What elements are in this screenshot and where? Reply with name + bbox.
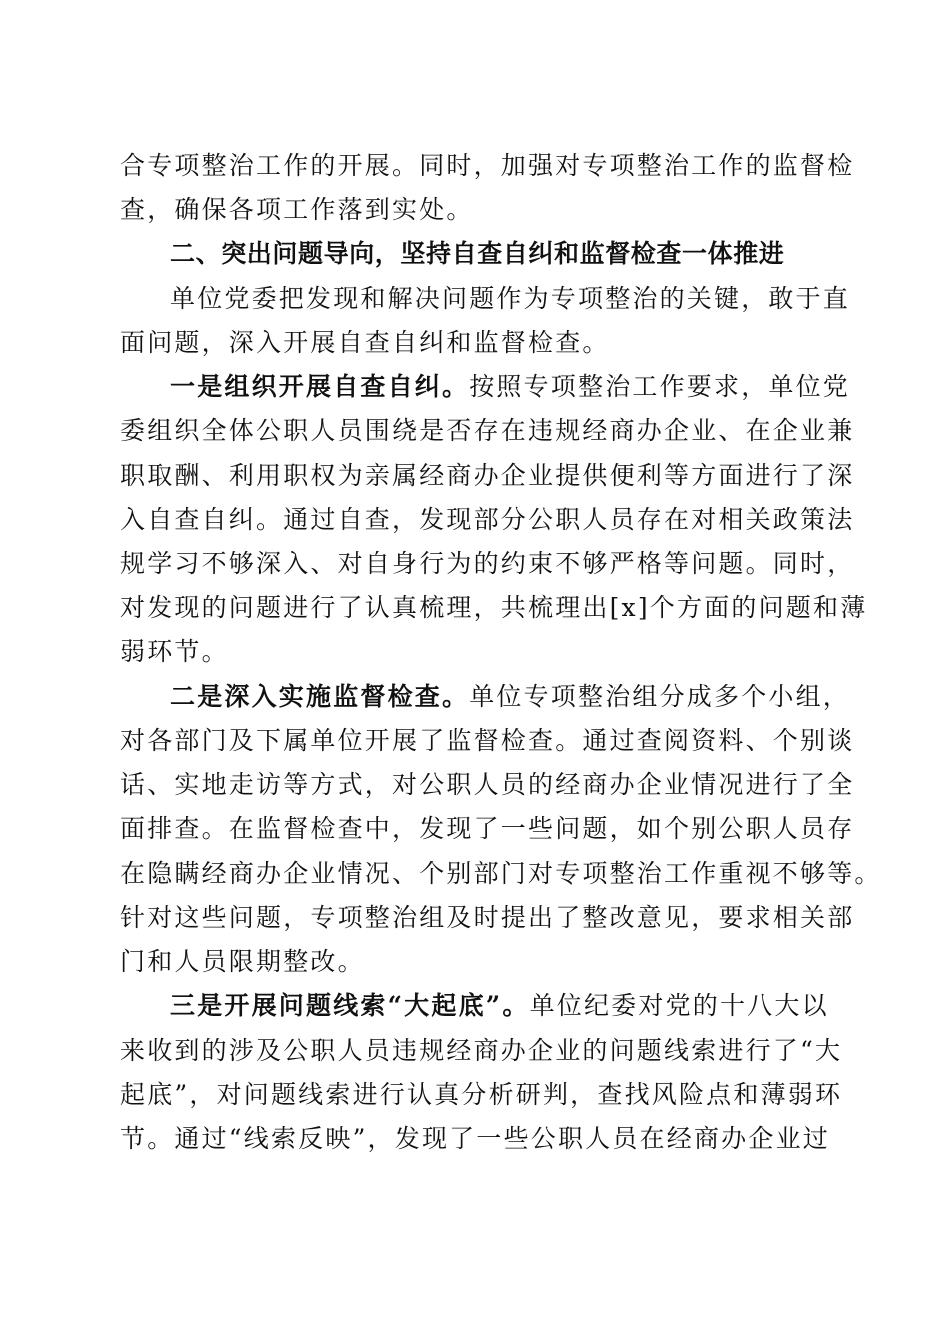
paragraph-line: 起底”，对问题线索进行认真分析研判，查找风险点和薄弱环 (120, 1080, 843, 1109)
paragraph-line: 节。通过“线索反映”，发现了一些公职人员在经商办企业过 (120, 1124, 830, 1153)
paragraph-line: 在隐瞒经商办企业情况、个别部门对专项整治工作重视不够等。 (120, 859, 882, 888)
paragraph-line: 对各部门及下属单位开展了监督检查。通过查阅资料、个别谈 (120, 726, 855, 755)
item3-first-line (120, 988, 880, 1024)
paragraph-line: 弱环节。 (120, 637, 229, 666)
item2-first-rest: 单位专项整治组分成多个小组， (469, 682, 851, 711)
paragraph-line: 单位党委把发现和解决问题作为专项整治的关键，敢于直 (170, 284, 851, 313)
paragraph-line: 来收到的涉及公职人员违规经商办企业的问题线索进行了“大 (120, 1036, 843, 1065)
paragraph-line: 合专项整治工作的开展。同时，加强对专项整治工作的监督检 (120, 151, 855, 180)
paragraph-line: 针对这些问题，专项整治组及时提出了整改意见，要求相关部 (120, 903, 855, 932)
paragraph-line: 职取酬、利用职权为亲属经商办企业提供便利等方面进行了深 (120, 461, 855, 490)
item3-first-rest: 单位纪委对党的十八大以 (529, 991, 829, 1020)
item1-first-rest: 按照专项整治工作要求，单位党 (469, 372, 851, 401)
paragraph-line: 话、实地走访等方式，对公职人员的经商办企业情况进行了全 (120, 770, 855, 799)
paragraph-line: 委组织全体公职人员围绕是否存在违规经商办企业、在企业兼 (120, 416, 855, 445)
item1-first-line (120, 369, 880, 405)
paragraph-line: 对发现的问题进行了认真梳理，共梳理出[x]个方面的问题和薄 (120, 593, 868, 622)
paragraph-line: 面排查。在监督检查中，发现了一些问题，如个别公职人员存 (120, 814, 855, 843)
paragraph-line: 查，确保各项工作落到实处。 (120, 195, 474, 224)
item2-lead: 二是深入实施监督检查。 (170, 682, 470, 711)
paragraph-line: 门和人员限期整改。 (120, 947, 365, 976)
item2-first-line (120, 679, 880, 715)
item1-lead: 一是组织开展自查自纠。 (170, 372, 470, 401)
paragraph-line: 面问题，深入开展自查自纠和监督检查。 (120, 328, 610, 357)
paragraph-line: 规学习不够深入、对自身行为的约束不够严格等问题。同时， (120, 549, 855, 578)
item3-lead: 三是开展问题线索“大起底”。 (170, 991, 530, 1020)
paragraph-line: 入自查自纠。通过自查，发现部分公职人员存在对相关政策法 (120, 505, 855, 534)
section-heading: 二、突出问题导向，坚持自查自纠和监督检查一体推进 (170, 239, 785, 268)
